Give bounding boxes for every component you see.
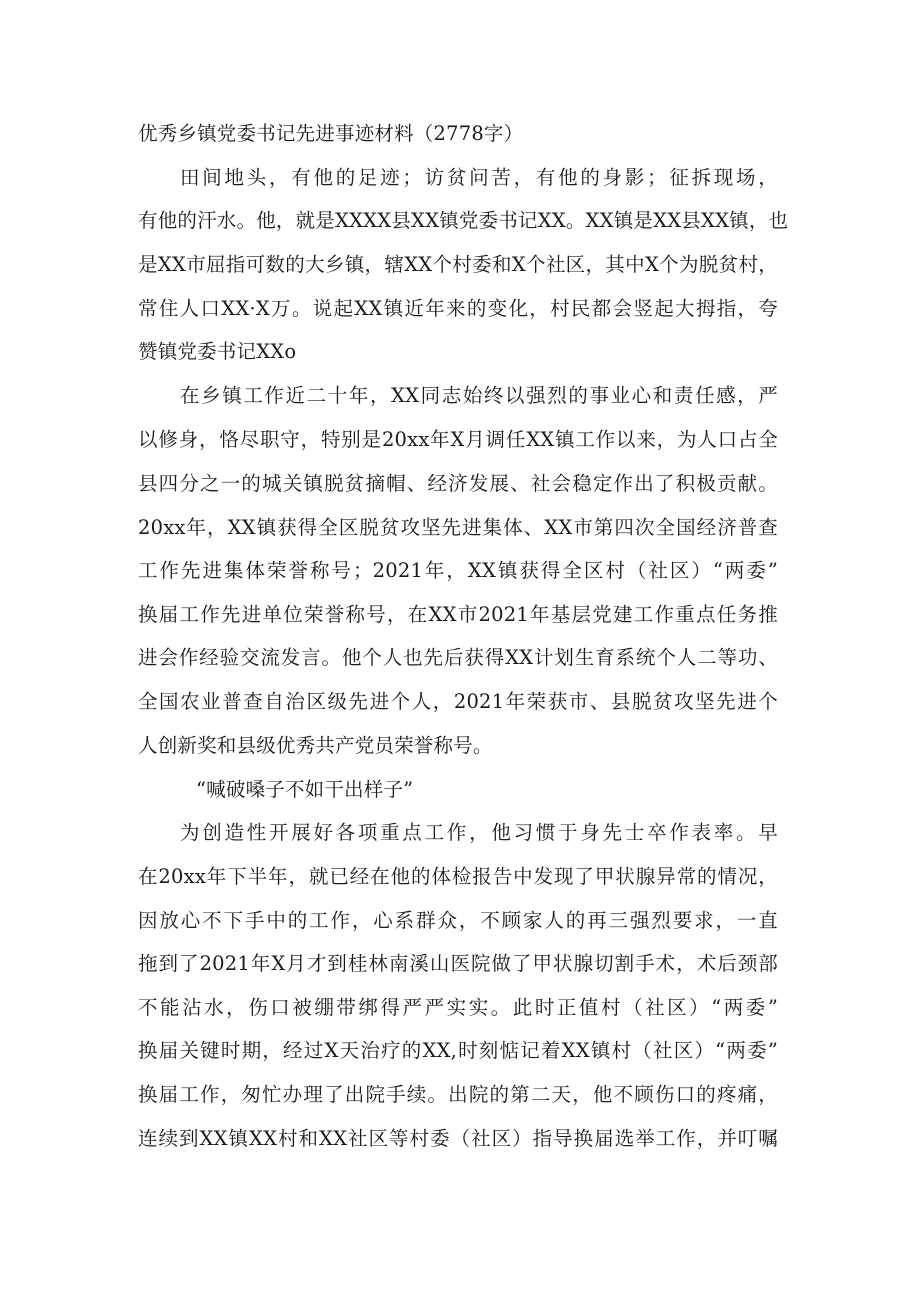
paragraph-2-line-3: 县四分之一的城关镇脱贫摘帽、经济发展、社会稳定作出了积极贡献。 [138,472,778,495]
paragraph-1-line-2: 有他的汗水。他，就是XXXX县XX镇党委书记XX。XX镇是XX县XX镇，也 [138,209,789,232]
paragraph-3-line-3: 因放心不下手中的工作，心系群众，不顾家人的再三强烈要求，一直 [138,909,778,932]
paragraph-2-line-7: 进会作经验交流发言。他个人也先后获得XX计划生育系统个人二等功、 [138,646,778,669]
paragraph-1-line-5: 赞镇党委书记XXo [138,340,297,363]
paragraph-3-line-1: 为创造性开展好各项重点工作，他习惯于身先士卒作表率。早 [180,821,778,844]
paragraph-3-line-2: 在20xx年下半年，就已经在他的体检报告中发现了甲状腺异常的情况， [138,865,778,888]
paragraph-2-line-8: 全国农业普查自治区级先进个人，2021年荣获市、县脱贫攻坚先进个 [138,690,778,713]
paragraph-3-line-8: 连续到XX镇XX村和XX社区等村委（社区）指导换届选举工作，并叮嘱 [138,1127,778,1150]
paragraph-1-line-1: 田间地头，有他的足迹；访贫问苦，有他的身影；征拆现场， [180,166,778,189]
document-title: 优秀乡镇党委书记先进事迹材料（2778字） [138,122,524,145]
paragraph-2-line-1: 在乡镇工作近二十年，XX同志始终以强烈的事业心和责任感，严 [180,384,778,407]
paragraph-3-line-7: 换届工作，匆忙办理了出院手续。出院的第二天，他不顾伤口的疼痛， [138,1083,778,1106]
paragraph-2-line-5: 工作先进集体荣誉称号；2021年，XX镇获得全区村（社区）“两委” [138,559,778,582]
paragraph-2-line-9: 人创新奖和县级优秀共产党员荣誉称号。 [138,734,493,757]
paragraph-3-line-5: 不能沾水，伤口被绷带绑得严严实实。此时正值村（社区）“两委” [138,996,778,1019]
paragraph-3-line-4: 拖到了2021年X月才到桂林南溪山医院做了甲状腺切割手术，术后颈部 [138,952,778,975]
paragraph-2-line-6: 换届工作先进单位荣誉称号，在XX市2021年基层党建工作重点任务推 [138,603,778,626]
paragraph-3-line-6: 换届关键时期，经过X天治疗的XX,时刻惦记着XX镇村（社区）“两委” [138,1039,778,1062]
paragraph-2-line-4: 20xx年，XX镇获得全区脱贫攻坚先进集体、XX市第四次全国经济普查 [138,516,778,539]
paragraph-2-line-2: 以修身，恪尽职守，特别是20xx年X月调任XX镇工作以来，为人口占全 [138,428,778,451]
paragraph-1-line-4: 常住人口XX·X万。说起XX镇近年来的变化，村民都会竖起大拇指，夸 [138,297,778,320]
paragraph-1-line-3: 是XX市屈指可数的大乡镇，辖XX个村委和X个社区，其中X个为脱贫村， [138,253,778,276]
section-heading: “喊破嗓子不如干出样子” [196,778,414,801]
